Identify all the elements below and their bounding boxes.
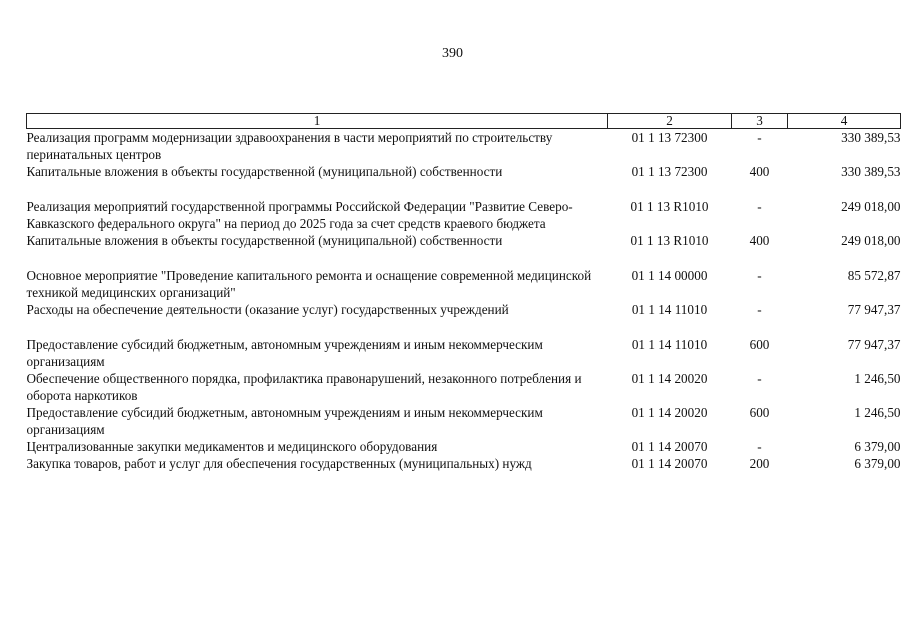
row-code: 01 1 14 11010	[631, 337, 708, 352]
row-code: 01 1 14 20070	[631, 456, 708, 471]
header-col-1: 1	[27, 114, 608, 129]
header-col-2: 2	[608, 114, 732, 129]
row-expense-type: 400	[749, 164, 770, 179]
row-code: 01 1 14 20020	[631, 405, 708, 420]
table-row	[27, 438, 901, 455]
table-row	[27, 232, 901, 249]
table-row	[27, 163, 901, 180]
row-expense-type: 400	[749, 233, 770, 248]
row-code: 01 1 14 20020	[631, 371, 708, 386]
row-code: 01 1 14 20070	[631, 439, 708, 454]
row-code: 01 1 13 72300	[631, 130, 708, 145]
row-expense-type: -	[757, 439, 762, 454]
row-name: Обеспечение общественного порядка, профилактика правонарушений, незаконного потребления и оборота наркотиков	[26, 371, 582, 403]
row-code: 01 1 13 R1010	[630, 199, 709, 214]
table-row	[27, 404, 901, 438]
row-name: Капитальные вложения в объекты государственной (муниципальной) собственности	[26, 233, 503, 248]
row-name: Предоставление субсидий бюджетным, автономным учреждениям и иным некоммерческим организациям	[26, 405, 543, 437]
table-row	[27, 267, 901, 301]
table-header-row	[27, 114, 901, 129]
table-row	[27, 301, 901, 318]
row-name: Реализация мероприятий государственной программы Российской Федерации "Развитие Северо-Кавказского федерального округа" на период до 2025 года за счет средств краевого бюджета	[26, 199, 573, 231]
row-amount: 330 389,53	[841, 130, 901, 145]
table-row	[27, 455, 901, 472]
row-amount: 6 379,00	[854, 456, 901, 471]
row-amount: 77 947,37	[847, 302, 901, 317]
row-expense-type: 600	[749, 405, 770, 420]
table-row	[27, 370, 901, 404]
row-spacer	[27, 249, 901, 267]
header-col-3: 3	[732, 114, 788, 129]
header-col-4: 4	[788, 114, 901, 129]
row-code: 01 1 13 R1010	[630, 233, 709, 248]
row-amount: 330 389,53	[841, 164, 901, 179]
row-expense-type: -	[757, 302, 762, 317]
row-expense-type: 600	[749, 337, 770, 352]
row-expense-type: -	[757, 268, 762, 283]
row-name: Закупка товаров, работ и услуг для обеспечения государственных (муниципальных) нужд	[26, 456, 532, 471]
row-spacer	[27, 180, 901, 198]
row-spacer	[27, 318, 901, 336]
row-name: Капитальные вложения в объекты государственной (муниципальной) собственности	[26, 164, 503, 179]
row-expense-type: -	[757, 130, 762, 145]
table-row	[27, 198, 901, 232]
row-amount: 249 018,00	[841, 199, 901, 214]
row-amount: 1 246,50	[854, 405, 901, 420]
row-name: Расходы на обеспечение деятельности (оказание услуг) государственных учреждений	[26, 302, 509, 317]
row-name: Централизованные закупки медикаментов и медицинского оборудования	[26, 439, 438, 454]
row-expense-type: -	[757, 199, 762, 214]
page-number: 390	[442, 46, 463, 61]
row-code: 01 1 14 11010	[631, 302, 708, 317]
table-row	[27, 336, 901, 370]
row-code: 01 1 14 00000	[631, 268, 708, 283]
row-expense-type: 200	[749, 456, 770, 471]
table-row	[27, 129, 901, 164]
row-amount: 85 572,87	[847, 268, 901, 283]
row-amount: 249 018,00	[841, 233, 901, 248]
row-amount: 77 947,37	[847, 337, 901, 352]
row-expense-type: -	[757, 371, 762, 386]
row-code: 01 1 13 72300	[631, 164, 708, 179]
row-amount: 1 246,50	[854, 371, 901, 386]
budget-table	[26, 113, 901, 472]
row-amount: 6 379,00	[854, 439, 901, 454]
row-name: Реализация программ модернизации здравоохранения в части мероприятий по строительству перинатальных центров	[26, 130, 553, 162]
row-name: Основное мероприятие "Проведение капитального ремонта и оснащение современной медицинской техникой медицинских организаций"	[26, 268, 592, 300]
row-name: Предоставление субсидий бюджетным, автономным учреждениям и иным некоммерческим организациям	[26, 337, 543, 369]
